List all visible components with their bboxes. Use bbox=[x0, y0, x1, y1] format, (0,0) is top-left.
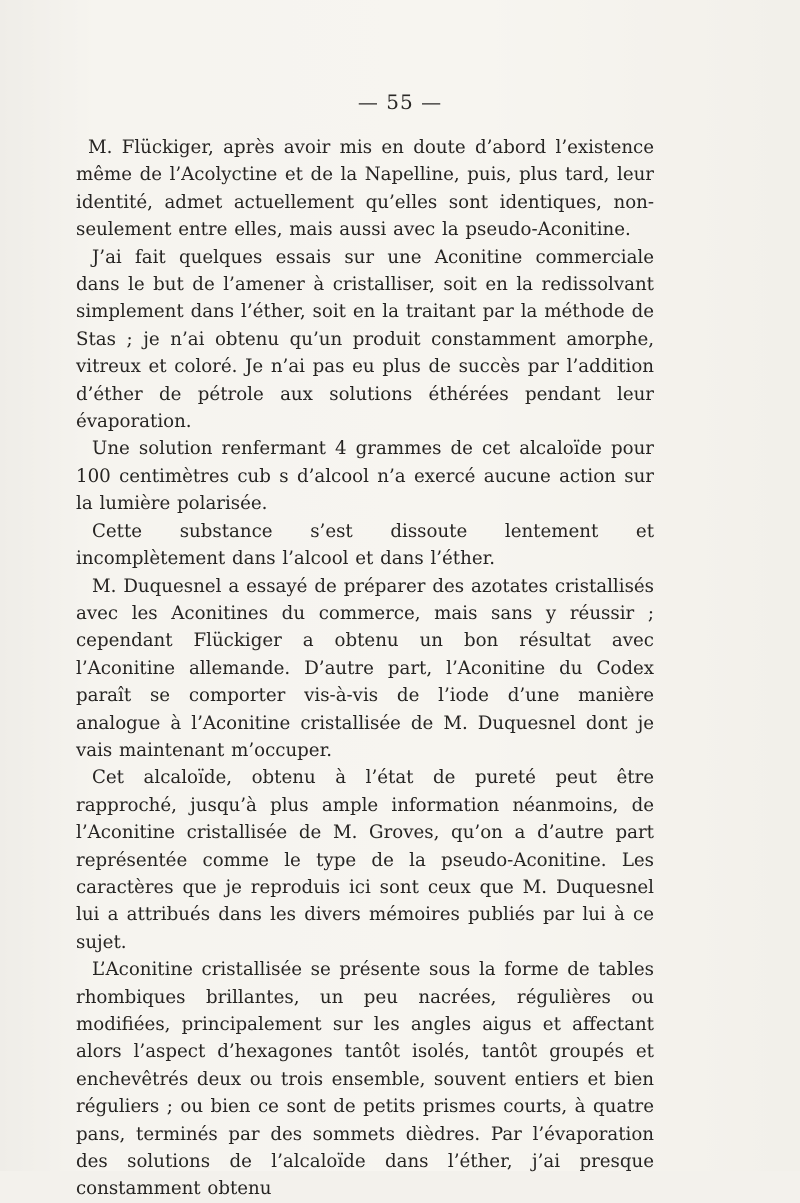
paragraph-5: M. Duquesnel a essayé de préparer des azotates cristallisés avec les Aconitines du commerce, mais sans y réussir ; cependant Flückiger a obtenu un bon résultat avec l’Aconitine allemande. D’autre part, l’Aconitine du Codex paraît se comporter vis-à-vis de l’iode d’une manière analogue à l’Aconitine cristallisée de M. Duquesnel dont je vais maintenant m’occuper. bbox=[76, 575, 654, 761]
paragraph-6: Cet alcaloïde, obtenu à l’état de pureté peut être rapproché, jusqu’à plus ample information néanmoins, de l’Aconitine cristallisée de M. Groves, qu’on a d’autre part représentée comme le type de la pseudo-Aconitine. Les caractères que je reproduis ici sont ceux que M. Duquesnel lui a attribués dans les divers mémoires publiés par lui à ce sujet. bbox=[76, 767, 654, 953]
paragraph-2: J’ai fait quelques essais sur une Aconitine commerciale dans le but de l’amener à cristalliser, soit en la redissolvant simplement dans l’éther, soit en la traitant par la méthode de Stas ; je n’ai obtenu qu’un produit constamment amorphe, vitreux et coloré. Je n’ai pas eu plus de succès par l’addition d’éther de pétrole aux solutions éthérées pendant leur évaporation. bbox=[76, 246, 654, 433]
body-text bbox=[76, 134, 654, 1203]
paragraph-7: L’Aconitine cristallisée se présente sous la forme de tables rhombiques brillantes, un peu nacrées, régulières ou modifiées, principalement sur les angles aigus et affectant alors l’aspect d’hexagones tantôt isolés, tantôt groupés et enchevêtrés deux ou trois ensemble, souvent entiers et bien réguliers ; ou bien ce sont de petits prismes courts, à quatre pans, terminés par des sommets dièdres. Par l’évaporation des solutions de l’alcaloïde dans l’éther, j’ai presque constamment obtenu bbox=[76, 959, 654, 1200]
page-number: — 55 — bbox=[357, 90, 443, 114]
paragraph-1: M. Flückiger, après avoir mis en doute d’abord l’existence même de l’Acolyctine et de la Napelline, puis, plus tard, leur identité, admet actuellement qu’elles sont identiques, non-seulement entre elles, mais aussi avec la pseudo-Aconitine. bbox=[76, 137, 654, 241]
paragraph-3: Une solution renfermant 4 grammes de cet alcaloïde pour 100 centimètres cub s d’alcool n’a exercé aucune action sur la lumière polarisée. bbox=[76, 438, 654, 515]
paragraph-4: Cette substance s’est dissoute lentement et incomplètement dans l’alcool et dans l’éther. bbox=[76, 520, 654, 570]
